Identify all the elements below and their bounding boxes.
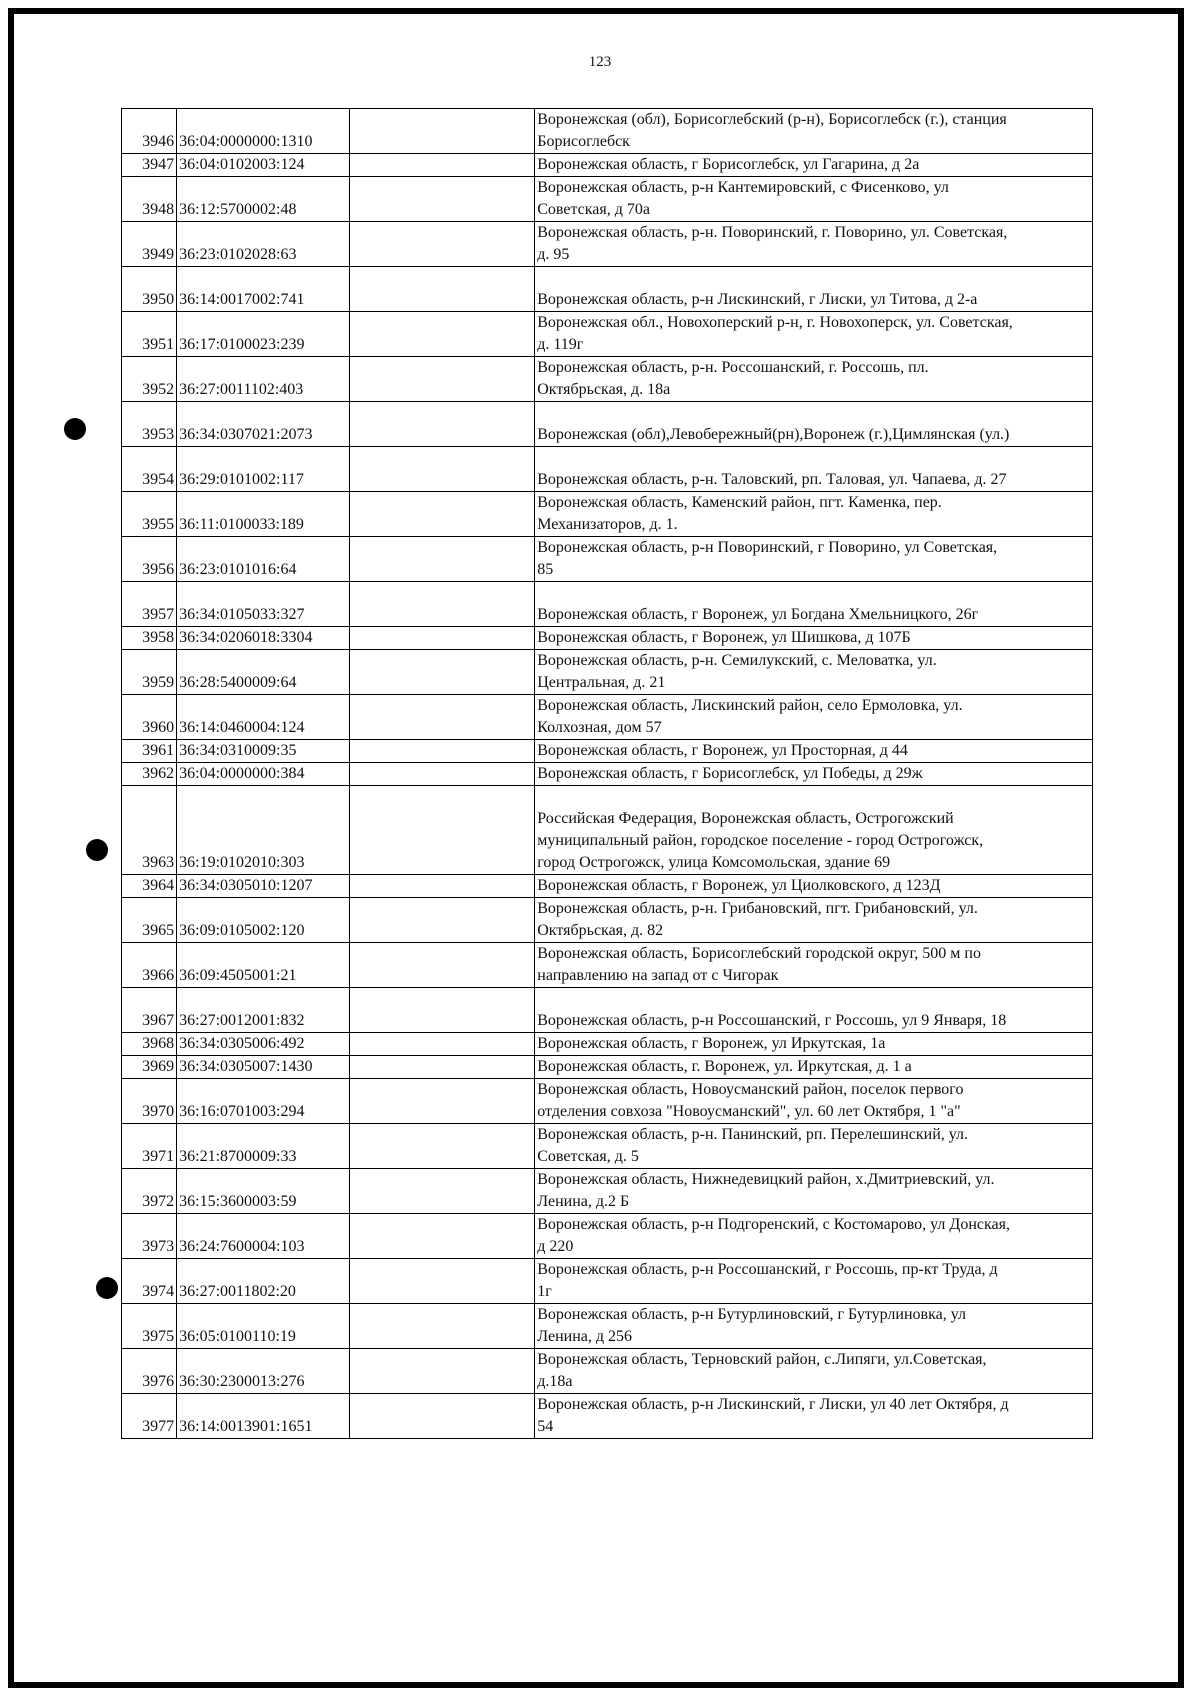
table-row (122, 154, 1093, 177)
address-line: Российская Федерация, Воронежская область, Острогожский (537, 810, 954, 827)
table-row (122, 740, 1093, 763)
empty-cell (349, 154, 535, 177)
empty-cell (349, 695, 535, 740)
address-line: Воронежская область, р-н. Панинский, рп. Перелешинский, ул. (537, 1126, 969, 1143)
row-number: 3974 (122, 1259, 177, 1304)
address-cell (535, 943, 1093, 988)
row-number: 3962 (122, 763, 177, 786)
address-line: Октябрьская, д. 82 (537, 922, 664, 939)
empty-cell (349, 1079, 535, 1124)
cadastral-number: 36:14:0017002:741 (177, 267, 350, 312)
row-number: 3949 (122, 222, 177, 267)
row-number: 3967 (122, 988, 177, 1033)
cadastral-number: 36:09:4505001:21 (177, 943, 350, 988)
address-cell (535, 402, 1093, 447)
address-line: Воронежская (обл),Левобережный(рн),Воронеж (г.),Цимлянская (ул.) (537, 426, 1010, 443)
cadastral-number: 36:27:0012001:832 (177, 988, 350, 1033)
table-row (122, 1033, 1093, 1056)
row-number: 3960 (122, 695, 177, 740)
cadastral-number: 36:34:0307021:2073 (177, 402, 350, 447)
empty-cell (349, 650, 535, 695)
address-cell (535, 898, 1093, 943)
address-line: 54 (537, 1418, 554, 1435)
row-number: 3948 (122, 177, 177, 222)
table-row (122, 786, 1093, 875)
address-line: направлению на запад от с Чигорак (537, 967, 779, 984)
address-cell (535, 582, 1093, 627)
address-cell (535, 222, 1093, 267)
address-cell (535, 177, 1093, 222)
empty-cell (349, 875, 535, 898)
address-line: Ленина, д.2 Б (537, 1193, 630, 1210)
table-row (122, 402, 1093, 447)
address-line: Воронежская область, р-н Россошанский, г Россошь, ул 9 Января, 18 (537, 1012, 1007, 1029)
table-row (122, 267, 1093, 312)
empty-cell (349, 1214, 535, 1259)
row-number: 3964 (122, 875, 177, 898)
cadastral-number: 36:27:0011102:403 (177, 357, 350, 402)
empty-cell (349, 1259, 535, 1304)
table-row (122, 1394, 1093, 1439)
table-row (122, 898, 1093, 943)
address-line (537, 402, 1090, 424)
address-line: Воронежская область, г. Воронеж, ул. Иркутская, д. 1 а (537, 1058, 912, 1075)
address-cell (535, 1056, 1093, 1079)
address-line: 85 (537, 561, 554, 578)
cadastral-number: 36:04:0000000:384 (177, 763, 350, 786)
address-cell (535, 1214, 1093, 1259)
table-row (122, 1079, 1093, 1124)
address-line: Воронежская область, р-н Лискинский, г Лиски, ул Титова, д 2-а (537, 291, 978, 308)
row-number: 3950 (122, 267, 177, 312)
address-line: Воронежская область, р-н Россошанский, г Россошь, пр-кт Труда, д (537, 1261, 998, 1278)
address-line: д 220 (537, 1238, 574, 1255)
address-line: Воронежская область, Новоусманский район, поселок первого (537, 1081, 964, 1098)
address-line: Воронежская область, Терновский район, с.Липяги, ул.Советская, (537, 1351, 987, 1368)
address-line: Воронежская область, г Воронеж, ул Шишкова, д 107Б (537, 629, 911, 646)
row-number: 3963 (122, 786, 177, 875)
table-row (122, 537, 1093, 582)
cadastral-number: 36:04:0102003:124 (177, 154, 350, 177)
table-row (122, 447, 1093, 492)
table-row (122, 1349, 1093, 1394)
address-cell (535, 627, 1093, 650)
cadastral-number: 36:21:8700009:33 (177, 1124, 350, 1169)
table-row (122, 109, 1093, 154)
empty-cell (349, 537, 535, 582)
cadastral-number: 36:12:5700002:48 (177, 177, 350, 222)
registry-table (121, 108, 1093, 1439)
address-line: Механизаторов, д. 1. (537, 516, 678, 533)
row-number: 3956 (122, 537, 177, 582)
row-number: 3975 (122, 1304, 177, 1349)
address-line: отделения совхоза "Новоусманский", ул. 60 лет Октября, 1 "а" (537, 1103, 961, 1120)
address-cell (535, 1169, 1093, 1214)
empty-cell (349, 1056, 535, 1079)
empty-cell (349, 222, 535, 267)
table-row (122, 1259, 1093, 1304)
address-line: Советская, д. 5 (537, 1148, 639, 1165)
address-line: д.18а (537, 1373, 573, 1390)
address-line: Воронежская область, Борисоглебский городской округ, 500 м по (537, 945, 981, 962)
address-line: Воронежская обл., Новохоперский р-н, г. Новохоперск, ул. Советская, (537, 314, 1013, 331)
empty-cell (349, 898, 535, 943)
address-line: Воронежская область, р-н. Семилукский, с. Меловатка, ул. (537, 652, 937, 669)
cadastral-number: 36:11:0100033:189 (177, 492, 350, 537)
address-line: д. 119г (537, 336, 584, 353)
table-row (122, 1169, 1093, 1214)
empty-cell (349, 1033, 535, 1056)
empty-cell (349, 1304, 535, 1349)
address-line: город Острогожск, улица Комсомольская, здание 69 (537, 854, 891, 871)
cadastral-number: 36:24:7600004:103 (177, 1214, 350, 1259)
address-cell (535, 154, 1093, 177)
cadastral-number: 36:34:0206018:3304 (177, 627, 350, 650)
table-row (122, 650, 1093, 695)
row-number: 3977 (122, 1394, 177, 1439)
row-number: 3965 (122, 898, 177, 943)
empty-cell (349, 763, 535, 786)
cadastral-number: 36:23:0101016:64 (177, 537, 350, 582)
address-line: Советская, д 70а (537, 201, 651, 218)
address-line: Воронежская область, г Воронеж, ул Просторная, д 44 (537, 742, 908, 759)
table-row (122, 312, 1093, 357)
row-number: 3970 (122, 1079, 177, 1124)
cadastral-number: 36:27:0011802:20 (177, 1259, 350, 1304)
table-row (122, 1056, 1093, 1079)
empty-cell (349, 786, 535, 875)
address-cell (535, 1033, 1093, 1056)
row-number: 3976 (122, 1349, 177, 1394)
address-cell (535, 357, 1093, 402)
address-line: Воронежская область, г Воронеж, ул Богдана Хмельницкого, 26г (537, 606, 979, 623)
address-cell (535, 1259, 1093, 1304)
address-line: Воронежская область, р-н Кантемировский, с Фисенково, ул (537, 179, 949, 196)
row-number: 3946 (122, 109, 177, 154)
empty-cell (349, 582, 535, 627)
binder-hole (64, 418, 86, 440)
empty-cell (349, 1349, 535, 1394)
address-cell (535, 1124, 1093, 1169)
address-line: Воронежская область, Каменский район, пгт. Каменка, пер. (537, 494, 942, 511)
cadastral-number: 36:15:3600003:59 (177, 1169, 350, 1214)
table-row (122, 988, 1093, 1033)
address-line (537, 988, 1090, 1010)
address-line: Борисоглебск (537, 133, 630, 150)
empty-cell (349, 109, 535, 154)
row-number: 3951 (122, 312, 177, 357)
row-number: 3966 (122, 943, 177, 988)
cadastral-number: 36:30:2300013:276 (177, 1349, 350, 1394)
cadastral-number: 36:34:0305010:1207 (177, 875, 350, 898)
address-cell (535, 875, 1093, 898)
cadastral-number: 36:34:0105033:327 (177, 582, 350, 627)
cadastral-number: 36:34:0305006:492 (177, 1033, 350, 1056)
empty-cell (349, 267, 535, 312)
table-row (122, 492, 1093, 537)
page-number: 123 (588, 54, 612, 70)
table-row (122, 582, 1093, 627)
cadastral-number: 36:19:0102010:303 (177, 786, 350, 875)
cadastral-number: 36:34:0310009:35 (177, 740, 350, 763)
table-row (122, 875, 1093, 898)
registry-body (122, 109, 1093, 1439)
cadastral-number: 36:17:0100023:239 (177, 312, 350, 357)
address-line: Ленина, д 256 (537, 1328, 633, 1345)
empty-cell (349, 1124, 535, 1169)
table-row (122, 1304, 1093, 1349)
cadastral-number: 36:16:0701003:294 (177, 1079, 350, 1124)
row-number: 3961 (122, 740, 177, 763)
address-cell (535, 1394, 1093, 1439)
address-line (537, 447, 1090, 469)
empty-cell (349, 943, 535, 988)
address-line: Центральная, д. 21 (537, 674, 666, 691)
address-line: Воронежская область, г Воронеж, ул Циолковского, д 123Д (537, 877, 941, 894)
binder-hole (86, 839, 108, 861)
cadastral-number: 36:09:0105002:120 (177, 898, 350, 943)
row-number: 3959 (122, 650, 177, 695)
empty-cell (349, 312, 535, 357)
row-number: 3953 (122, 402, 177, 447)
table-row (122, 177, 1093, 222)
row-number: 3971 (122, 1124, 177, 1169)
address-cell (535, 695, 1093, 740)
cadastral-number: 36:29:0101002:117 (177, 447, 350, 492)
address-cell (535, 447, 1093, 492)
row-number: 3955 (122, 492, 177, 537)
address-cell (535, 267, 1093, 312)
address-line: Воронежская область, Нижнедевицкий район, х.Дмитриевский, ул. (537, 1171, 995, 1188)
empty-cell (349, 740, 535, 763)
row-number: 3969 (122, 1056, 177, 1079)
empty-cell (349, 402, 535, 447)
address-cell (535, 109, 1093, 154)
table-row (122, 627, 1093, 650)
empty-cell (349, 357, 535, 402)
empty-cell (349, 177, 535, 222)
empty-cell (349, 492, 535, 537)
address-line: Октябрьская, д. 18а (537, 381, 671, 398)
address-cell (535, 312, 1093, 357)
address-line (537, 582, 1090, 604)
address-line: 1г (537, 1283, 552, 1300)
cadastral-number: 36:04:0000000:1310 (177, 109, 350, 154)
cadastral-number: 36:14:0460004:124 (177, 695, 350, 740)
address-line (537, 267, 1090, 289)
address-cell (535, 650, 1093, 695)
address-line: Воронежская область, р-н Лискинский, г Лиски, ул 40 лет Октября, д (537, 1396, 1009, 1413)
empty-cell (349, 627, 535, 650)
table-row (122, 695, 1093, 740)
row-number: 3968 (122, 1033, 177, 1056)
row-number: 3957 (122, 582, 177, 627)
address-line: Воронежская (обл), Борисоглебский (р-н), Борисоглебск (г.), станция (537, 111, 1007, 128)
address-cell (535, 1304, 1093, 1349)
address-cell (535, 537, 1093, 582)
address-line: Воронежская область, р-н. Поворинский, г. Поворино, ул. Советская, (537, 224, 1008, 241)
row-number: 3952 (122, 357, 177, 402)
address-cell (535, 740, 1093, 763)
cadastral-number: 36:14:0013901:1651 (177, 1394, 350, 1439)
address-cell (535, 763, 1093, 786)
cadastral-number: 36:34:0305007:1430 (177, 1056, 350, 1079)
binder-hole (96, 1277, 118, 1299)
table-row (122, 222, 1093, 267)
address-cell (535, 786, 1093, 875)
empty-cell (349, 988, 535, 1033)
empty-cell (349, 1169, 535, 1214)
cadastral-number: 36:28:5400009:64 (177, 650, 350, 695)
table-row (122, 943, 1093, 988)
address-line: Воронежская область, г Воронеж, ул Иркутская, 1а (537, 1035, 886, 1052)
row-number: 3958 (122, 627, 177, 650)
table-row (122, 357, 1093, 402)
cadastral-number: 36:05:0100110:19 (177, 1304, 350, 1349)
address-line: Воронежская область, р-н Бутурлиновский, г Бутурлиновка, ул (537, 1306, 966, 1323)
row-number: 3954 (122, 447, 177, 492)
table-row (122, 1214, 1093, 1259)
address-line: Воронежская область, г Борисоглебск, ул Гагарина, д 2а (537, 156, 920, 173)
address-line: д. 95 (537, 246, 570, 263)
empty-cell (349, 447, 535, 492)
cadastral-number: 36:23:0102028:63 (177, 222, 350, 267)
address-cell (535, 1079, 1093, 1124)
table-row (122, 763, 1093, 786)
row-number: 3947 (122, 154, 177, 177)
address-line: Воронежская область, р-н. Таловский, рп. Таловая, ул. Чапаева, д. 27 (537, 471, 1007, 488)
address-line: Воронежская область, р-н. Грибановский, пгт. Грибановский, ул. (537, 900, 978, 917)
row-number: 3972 (122, 1169, 177, 1214)
address-line: Воронежская область, Лискинский район, село Ермоловка, ул. (537, 697, 963, 714)
table-row (122, 1124, 1093, 1169)
address-line: Воронежская область, р-н Поворинский, г Поворино, ул Советская, (537, 539, 998, 556)
address-cell (535, 988, 1093, 1033)
address-cell (535, 1349, 1093, 1394)
row-number: 3973 (122, 1214, 177, 1259)
address-line: Воронежская область, р-н. Россошанский, г. Россошь, пл. (537, 359, 929, 376)
address-line: Воронежская область, г Борисоглебск, ул Победы, д 29ж (537, 765, 923, 782)
address-line: Воронежская область, р-н Подгоренский, с Костомарово, ул Донская, (537, 1216, 1010, 1233)
address-line: муниципальный район, городское поселение - город Острогожск, (537, 832, 984, 849)
address-cell (535, 492, 1093, 537)
address-line: Колхозная, дом 57 (537, 719, 662, 736)
empty-cell (349, 1394, 535, 1439)
address-line (537, 786, 1090, 808)
